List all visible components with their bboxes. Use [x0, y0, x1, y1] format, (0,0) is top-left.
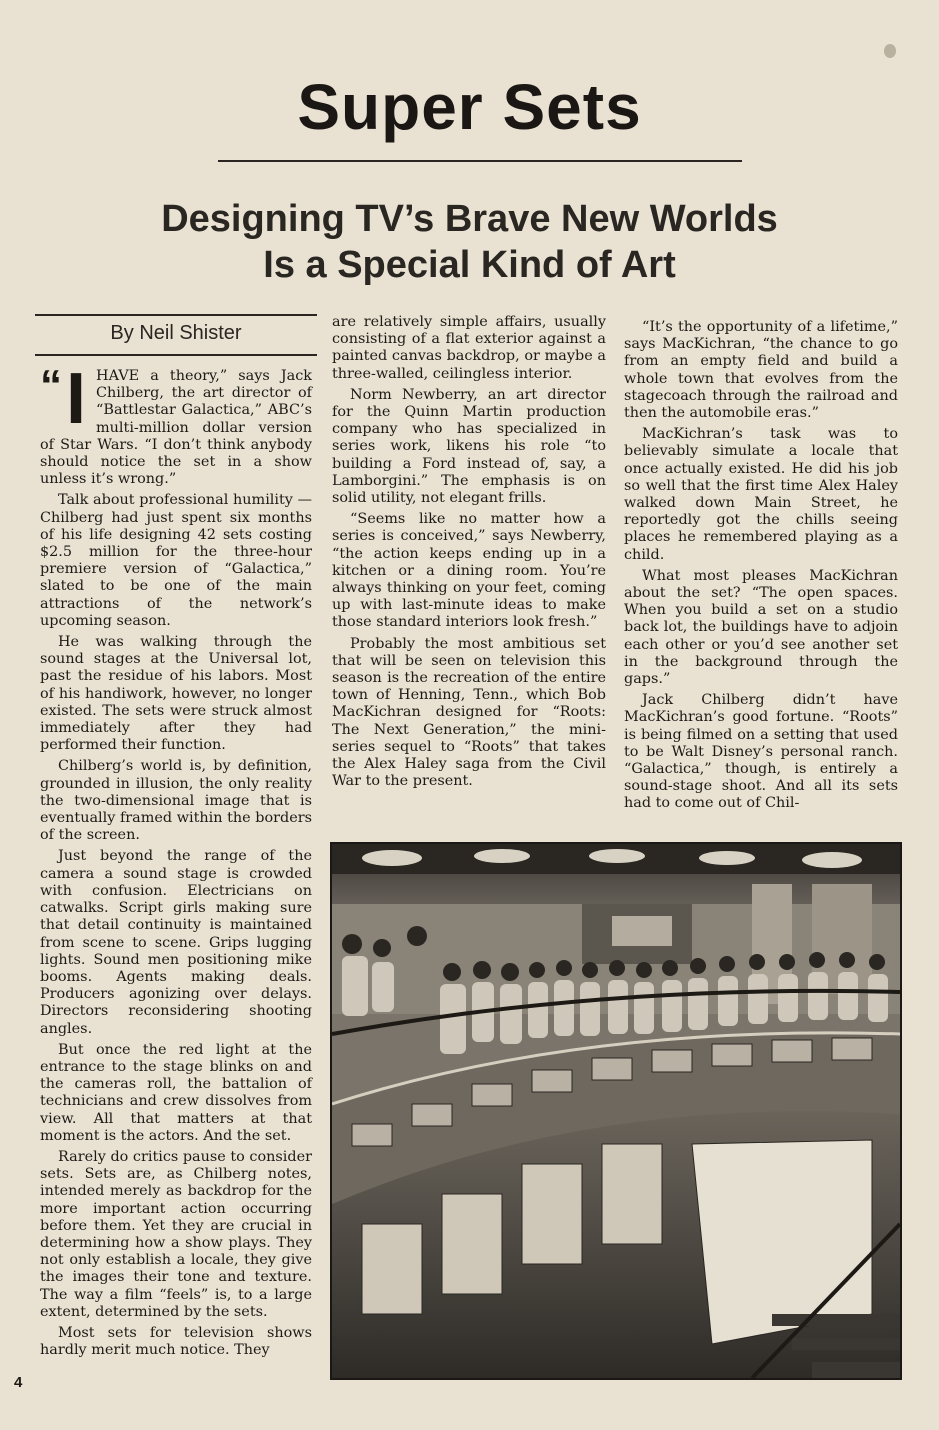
headline: Super Sets — [297, 71, 642, 143]
paragraph: Talk about professional humility — Chilberg had just spent six months of his life designing 42 sets costing $2.5 million for the three-hour premiere version of “Galactica,” slated to be one of the main attractions of the network’s upcoming season. — [40, 492, 312, 629]
drop-cap: I — [66, 359, 87, 439]
page-number: 4 — [14, 1374, 23, 1391]
paragraph: “Seems like no matter how a series is conceived,” says Newberry, “the action keeps ending up in a kitchen or a dining room. You’re always thinking on your feet, coming up with last-minute ideas to make those standard interiors look fresh.” — [332, 511, 606, 631]
bridge-set-illustration — [332, 844, 900, 1378]
headline-rule — [218, 160, 742, 162]
subhead-line-2: Is a Special Kind of Art — [263, 244, 676, 286]
paragraph: He was walking through the sound stages at the Universal lot, past the residue of his labors. Most of his handiwork, however, no longer existed. The sets were struck almost immediately after they had performed their function. — [40, 634, 312, 754]
byline-rule-bottom — [35, 354, 317, 356]
paragraph: Norm Newberry, an art director for the Quinn Martin production company who has specialized in series work, likens his role “to building a Ford instead of, say, a Lamborgini.” The emphasis is on solid utility, not elegant frills. — [332, 386, 606, 507]
article-column-3 — [624, 319, 898, 817]
paragraph: “It’s the opportunity of a lifetime,” says MacKichran, “the chance to go from an empty field and build a whole town that evolves from the stagecoach through the railroad and then the automobile eras.” — [624, 319, 898, 422]
paragraph: Rarely do critics pause to consider sets. Sets are, as Chilberg notes, intended merely as backdrop for the more important action occurring before them. Yet they are crucial in determining how a show plays. They not only establish a locale, they give the images their tone and texture. The way a film “feels” is, to a large extent, determined by the sets. — [40, 1148, 312, 1320]
paragraph: But once the red light at the entrance to the stage blinks on and the cameras roll, the battalion of technicians and crew dissolves from view. All that matters at that moment is the actors. And the set. — [40, 1041, 312, 1144]
paragraph: MacKichran’s task was to believably simulate a locale that once actually existed. He did his job so well that the first time Alex Haley walked down Main Street, he reportedly got the chills seeing places he remembered playing as a child. — [624, 426, 898, 563]
paragraph: are relatively simple affairs, usually consisting of a flat exterior against a painted canvas backdrop, or maybe a three-walled, ceilingless interior. — [332, 314, 606, 382]
paragraph: Chilberg’s world is, by definition, grounded in illusion, the only reality the two-dimensional image that is eventually framed within the borders of the screen. — [40, 758, 313, 844]
subhead-line-1: Designing TV’s Brave New Worlds — [161, 198, 778, 240]
subheadline — [0, 196, 939, 288]
article-column-2 — [332, 314, 606, 794]
drop-quote-mark: “ — [40, 361, 62, 410]
byline: By Neil Shister — [110, 322, 242, 344]
paragraph: What most pleases MacKichran about the set? “The open spaces. When you build a set on a studio back lot, the buildings have to adjoin each other or you’d see another set in the background through the gaps.” — [624, 567, 898, 688]
byline-rule-top — [35, 314, 317, 316]
paragraph: Jack Chilberg didn’t have MacKichran’s good fortune. “Roots” is being filmed on a setting that used to be Walt Disney’s personal ranch. “Galactica,” though, is entirely a sound-stage shoot. And all its sets had to come out of Chil- — [624, 692, 898, 812]
paragraph: Most sets for television shows hardly merit much notice. They — [40, 1324, 312, 1359]
paragraph-text: HAVE a theory,” says Jack Chilberg, the art director of “Battlestar Galactica,” ABC’s multi-million dollar version of Star Wars. “I don’t think anybody should notice the set in a show unless it’s wrong.” — [40, 368, 312, 488]
article-column-1 — [40, 359, 313, 1363]
set-photograph — [330, 842, 902, 1380]
paragraph: Just beyond the range of the camera a sound stage is crowded with confusion. Electricians on catwalks. Script girls making sure that detail continuity is maintained from scene to scene. Grips lugging lights. Sound men positioning mike booms. Agents making deals. Producers agonizing over delays. Directors reconsidering shooting angles. — [40, 848, 312, 1037]
paragraph: Probably the most ambitious set that will be seen on television this season is the recreation of the entire town of Henning, Tenn., which Bob MacKichran designed for “Roots: The Next Generation,” the mini-series sequel to “Roots” that takes the Alex Haley saga from the Civil War to the present. — [332, 635, 606, 790]
paper-speck — [884, 44, 896, 58]
paragraph — [40, 359, 312, 488]
